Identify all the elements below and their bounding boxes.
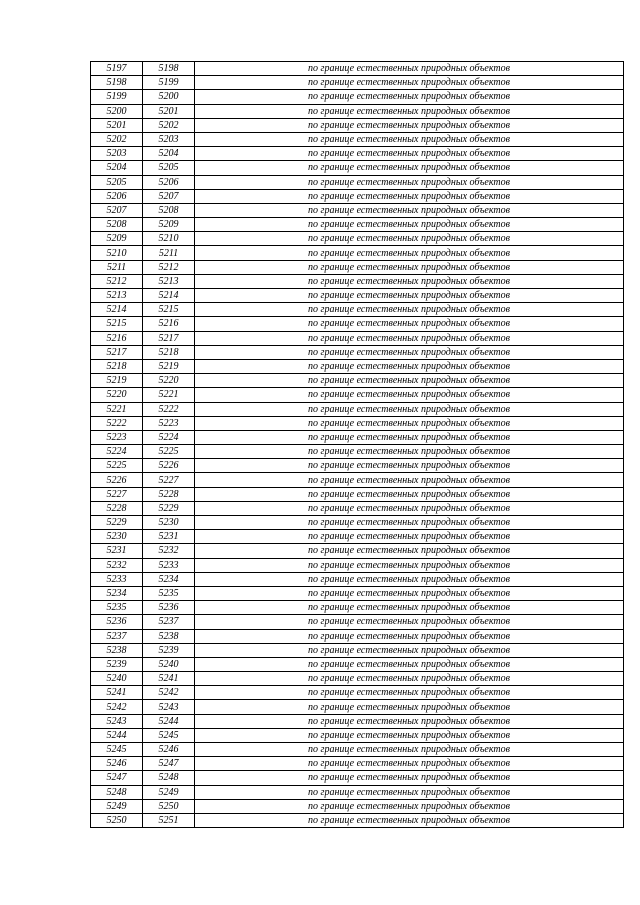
from-point-cell: 5208 [91,218,143,232]
from-point-cell: 5245 [91,743,143,757]
boundary-description-cell: по границе естественных природных объектов [195,388,624,402]
to-point-cell: 5231 [143,530,195,544]
to-point-cell: 5201 [143,104,195,118]
from-point-cell: 5210 [91,246,143,260]
table-body [91,62,624,828]
to-point-cell: 5251 [143,813,195,827]
to-point-cell: 5199 [143,76,195,90]
to-point-cell: 5229 [143,501,195,515]
to-point-cell: 5234 [143,572,195,586]
to-point-cell: 5242 [143,686,195,700]
from-point-cell: 5223 [91,430,143,444]
boundary-description-cell: по границе естественных природных объектов [195,501,624,515]
to-point-cell: 5222 [143,402,195,416]
from-point-cell: 5233 [91,572,143,586]
table-row [91,672,624,686]
to-point-cell: 5209 [143,218,195,232]
table-row [91,132,624,146]
to-point-cell: 5230 [143,516,195,530]
boundary-description-cell: по границе естественных природных объектов [195,544,624,558]
table-row [91,728,624,742]
table-row [91,246,624,260]
table-row [91,714,624,728]
to-point-cell: 5247 [143,757,195,771]
to-point-cell: 5217 [143,331,195,345]
table-row [91,232,624,246]
table-row [91,317,624,331]
to-point-cell: 5236 [143,601,195,615]
to-point-cell: 5213 [143,274,195,288]
table-row [91,657,624,671]
boundary-description-cell: по границе естественных природных объектов [195,317,624,331]
boundary-description-cell: по границе естественных природных объектов [195,416,624,430]
from-point-cell: 5240 [91,672,143,686]
boundary-description-cell: по границе естественных природных объектов [195,601,624,615]
from-point-cell: 5244 [91,728,143,742]
boundary-description-cell: по границе естественных природных объектов [195,743,624,757]
from-point-cell: 5235 [91,601,143,615]
boundary-description-cell: по границе естественных природных объектов [195,757,624,771]
boundary-description-cell: по границе естественных природных объектов [195,345,624,359]
boundary-description-cell: по границе естественных природных объектов [195,799,624,813]
boundary-description-cell: по границе естественных природных объектов [195,359,624,373]
boundary-description-cell: по границе естественных природных объектов [195,303,624,317]
from-point-cell: 5226 [91,473,143,487]
table-row [91,118,624,132]
from-point-cell: 5207 [91,203,143,217]
from-point-cell: 5229 [91,516,143,530]
to-point-cell: 5212 [143,260,195,274]
boundary-description-cell: по границе естественных природных объектов [195,487,624,501]
table-row [91,757,624,771]
boundary-description-cell: по границе естественных природных объектов [195,260,624,274]
from-point-cell: 5227 [91,487,143,501]
to-point-cell: 5206 [143,175,195,189]
boundary-description-cell: по границе естественных природных объектов [195,76,624,90]
table-row [91,572,624,586]
to-point-cell: 5238 [143,629,195,643]
boundary-description-cell: по границе естественных природных объектов [195,246,624,260]
from-point-cell: 5203 [91,147,143,161]
to-point-cell: 5249 [143,785,195,799]
table-row [91,104,624,118]
from-point-cell: 5204 [91,161,143,175]
table-row [91,303,624,317]
from-point-cell: 5214 [91,303,143,317]
table-row [91,345,624,359]
to-point-cell: 5198 [143,62,195,76]
from-point-cell: 5211 [91,260,143,274]
boundary-description-cell: по границе естественных природных объектов [195,175,624,189]
boundary-description-cell: по границе естественных природных объектов [195,785,624,799]
boundary-description-cell: по границе естественных природных объектов [195,530,624,544]
table-row [91,516,624,530]
boundary-description-cell: по границе естественных природных объектов [195,558,624,572]
from-point-cell: 5241 [91,686,143,700]
from-point-cell: 5222 [91,416,143,430]
to-point-cell: 5207 [143,189,195,203]
from-point-cell: 5249 [91,799,143,813]
table-row [91,388,624,402]
from-point-cell: 5230 [91,530,143,544]
boundary-description-cell: по границе естественных природных объектов [195,218,624,232]
boundary-description-cell: по границе естественных природных объектов [195,657,624,671]
boundary-description-cell: по границе естественных природных объектов [195,473,624,487]
from-point-cell: 5231 [91,544,143,558]
table-row [91,813,624,827]
table-row [91,189,624,203]
to-point-cell: 5233 [143,558,195,572]
from-point-cell: 5199 [91,90,143,104]
from-point-cell: 5225 [91,459,143,473]
to-point-cell: 5203 [143,132,195,146]
boundary-description-cell: по границе естественных природных объектов [195,459,624,473]
table-row [91,62,624,76]
from-point-cell: 5218 [91,359,143,373]
from-point-cell: 5248 [91,785,143,799]
to-point-cell: 5243 [143,700,195,714]
table-row [91,487,624,501]
from-point-cell: 5213 [91,289,143,303]
table-row [91,700,624,714]
from-point-cell: 5216 [91,331,143,345]
from-point-cell: 5197 [91,62,143,76]
table-row [91,175,624,189]
boundary-points-table [90,61,624,828]
to-point-cell: 5200 [143,90,195,104]
boundary-description-cell: по границе естественных природных объектов [195,516,624,530]
from-point-cell: 5234 [91,586,143,600]
from-point-cell: 5220 [91,388,143,402]
boundary-description-cell: по границе естественных природных объектов [195,672,624,686]
from-point-cell: 5212 [91,274,143,288]
table-row [91,799,624,813]
from-point-cell: 5219 [91,374,143,388]
to-point-cell: 5215 [143,303,195,317]
to-point-cell: 5202 [143,118,195,132]
from-point-cell: 5202 [91,132,143,146]
boundary-description-cell: по границе естественных природных объектов [195,629,624,643]
boundary-description-cell: по границе естественных природных объектов [195,572,624,586]
table-row [91,459,624,473]
from-point-cell: 5201 [91,118,143,132]
from-point-cell: 5221 [91,402,143,416]
to-point-cell: 5246 [143,743,195,757]
to-point-cell: 5225 [143,445,195,459]
boundary-description-cell: по границе естественных природных объектов [195,161,624,175]
boundary-description-cell: по границе естественных природных объектов [195,289,624,303]
to-point-cell: 5221 [143,388,195,402]
from-point-cell: 5209 [91,232,143,246]
table-row [91,544,624,558]
from-point-cell: 5237 [91,629,143,643]
to-point-cell: 5210 [143,232,195,246]
to-point-cell: 5214 [143,289,195,303]
table-row [91,785,624,799]
to-point-cell: 5226 [143,459,195,473]
boundary-description-cell: по границе естественных природных объектов [195,643,624,657]
table-row [91,218,624,232]
table-row [91,743,624,757]
boundary-description-cell: по границе естественных природных объектов [195,62,624,76]
boundary-description-cell: по границе естественных природных объектов [195,771,624,785]
table-row [91,289,624,303]
to-point-cell: 5250 [143,799,195,813]
to-point-cell: 5224 [143,430,195,444]
to-point-cell: 5219 [143,359,195,373]
to-point-cell: 5248 [143,771,195,785]
to-point-cell: 5232 [143,544,195,558]
table-row [91,90,624,104]
boundary-description-cell: по границе естественных природных объектов [195,686,624,700]
table-row [91,445,624,459]
to-point-cell: 5241 [143,672,195,686]
to-point-cell: 5223 [143,416,195,430]
to-point-cell: 5237 [143,615,195,629]
table-row [91,147,624,161]
table-row [91,601,624,615]
to-point-cell: 5227 [143,473,195,487]
table-row [91,473,624,487]
to-point-cell: 5244 [143,714,195,728]
from-point-cell: 5206 [91,189,143,203]
table-row [91,643,624,657]
from-point-cell: 5198 [91,76,143,90]
table-row [91,501,624,515]
table-row [91,331,624,345]
from-point-cell: 5246 [91,757,143,771]
boundary-description-cell: по границе естественных природных объектов [195,118,624,132]
to-point-cell: 5239 [143,643,195,657]
table-row [91,558,624,572]
to-point-cell: 5228 [143,487,195,501]
to-point-cell: 5208 [143,203,195,217]
table-row [91,615,624,629]
table-row [91,771,624,785]
to-point-cell: 5204 [143,147,195,161]
from-point-cell: 5217 [91,345,143,359]
table-row [91,161,624,175]
from-point-cell: 5205 [91,175,143,189]
boundary-description-cell: по границе естественных природных объектов [195,586,624,600]
from-point-cell: 5232 [91,558,143,572]
from-point-cell: 5215 [91,317,143,331]
boundary-description-cell: по границе естественных природных объектов [195,700,624,714]
to-point-cell: 5216 [143,317,195,331]
boundary-description-cell: по границе естественных природных объектов [195,402,624,416]
boundary-description-cell: по границе естественных природных объектов [195,90,624,104]
table-row [91,203,624,217]
boundary-description-cell: по границе естественных природных объектов [195,132,624,146]
to-point-cell: 5218 [143,345,195,359]
to-point-cell: 5211 [143,246,195,260]
from-point-cell: 5250 [91,813,143,827]
table-row [91,530,624,544]
table-row [91,359,624,373]
table-row [91,430,624,444]
table-row [91,416,624,430]
boundary-description-cell: по границе естественных природных объектов [195,147,624,161]
table-row [91,629,624,643]
from-point-cell: 5224 [91,445,143,459]
table-row [91,686,624,700]
from-point-cell: 5236 [91,615,143,629]
from-point-cell: 5228 [91,501,143,515]
table-row [91,586,624,600]
from-point-cell: 5200 [91,104,143,118]
boundary-description-cell: по границе естественных природных объектов [195,430,624,444]
table-row [91,260,624,274]
to-point-cell: 5220 [143,374,195,388]
from-point-cell: 5239 [91,657,143,671]
to-point-cell: 5245 [143,728,195,742]
from-point-cell: 5243 [91,714,143,728]
boundary-description-cell: по границе естественных природных объектов [195,104,624,118]
to-point-cell: 5205 [143,161,195,175]
boundary-description-cell: по границе естественных природных объектов [195,445,624,459]
boundary-description-cell: по границе естественных природных объектов [195,203,624,217]
to-point-cell: 5240 [143,657,195,671]
boundary-description-cell: по границе естественных природных объектов [195,274,624,288]
boundary-description-cell: по границе естественных природных объектов [195,813,624,827]
table-row [91,402,624,416]
from-point-cell: 5247 [91,771,143,785]
table-row [91,76,624,90]
table-row [91,374,624,388]
boundary-description-cell: по границе естественных природных объектов [195,331,624,345]
boundary-description-cell: по границе естественных природных объектов [195,615,624,629]
boundary-description-cell: по границе естественных природных объектов [195,374,624,388]
boundary-description-cell: по границе естественных природных объектов [195,232,624,246]
from-point-cell: 5242 [91,700,143,714]
boundary-description-cell: по границе естественных природных объектов [195,189,624,203]
from-point-cell: 5238 [91,643,143,657]
boundary-description-cell: по границе естественных природных объектов [195,714,624,728]
to-point-cell: 5235 [143,586,195,600]
boundary-description-cell: по границе естественных природных объектов [195,728,624,742]
table-row [91,274,624,288]
